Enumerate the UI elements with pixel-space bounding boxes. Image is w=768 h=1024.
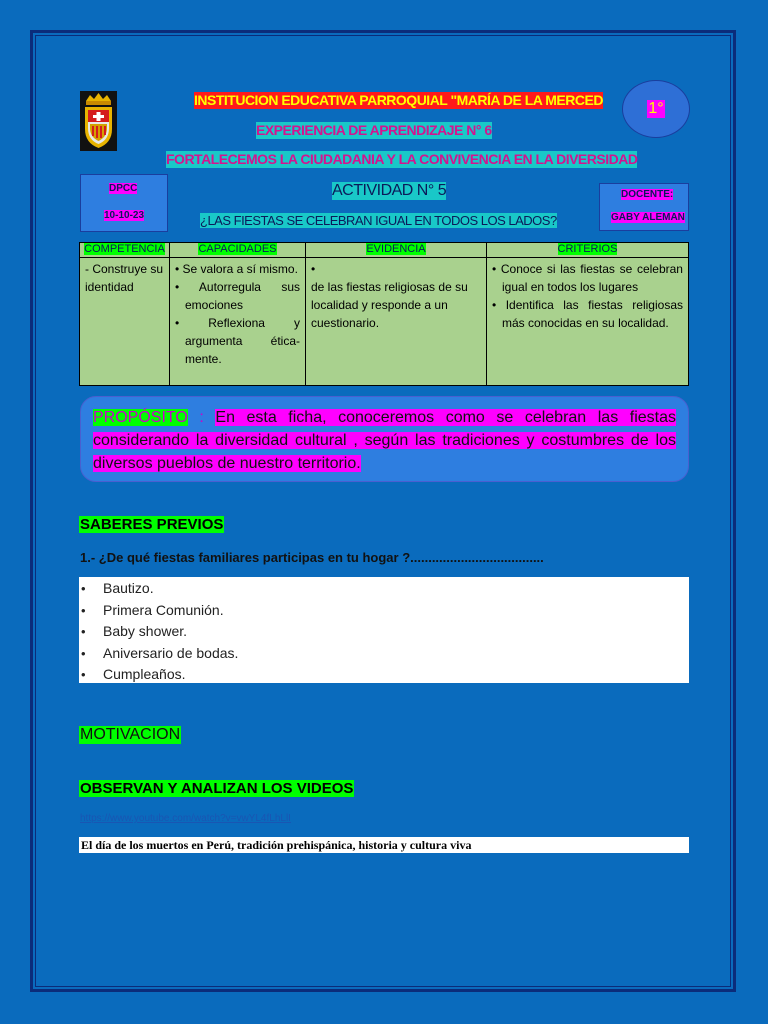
grade-badge bbox=[622, 80, 690, 138]
experience-title: EXPERIENCIA DE APRENDIZAJE N° 6 bbox=[256, 122, 492, 138]
list-item: • Aniversario de bodas. bbox=[103, 643, 689, 665]
activity-question: ¿LAS FIESTAS SE CELEBRAN IGUAL EN TODOS LOS LADOS? bbox=[200, 213, 557, 228]
teacher-box bbox=[599, 183, 689, 231]
school-name: INSTITUCION EDUCATIVA PARROQUIAL "MARÍA DE LA MERCED bbox=[194, 92, 603, 108]
list-item: • Baby shower. bbox=[103, 621, 689, 643]
criterio-item: • Conoce si las fiestas se celebran igual en todos los lugares bbox=[492, 262, 683, 294]
capacidad-item: • Reflexiona y argumenta ética-mente. bbox=[175, 316, 300, 366]
teacher-name: GABY ALEMAN bbox=[611, 212, 685, 223]
capacidad-item: • Se valora a sí mismo. bbox=[175, 262, 298, 276]
capacidad-item: • Autorregula sus emociones bbox=[175, 280, 301, 312]
videos-heading: OBSERVAN Y ANALIZAN LOS VIDEOS bbox=[80, 780, 354, 797]
header-capacidades: CAPACIDADES bbox=[170, 243, 306, 258]
cell-evidencia bbox=[306, 258, 487, 386]
motivacion-heading: MOTIVACION bbox=[80, 726, 181, 743]
saberes-question: 1.- ¿De qué fiestas familiares participas en tu hogar ?..................................... bbox=[80, 550, 544, 565]
video-link[interactable]: https://www.youtube.com/watch?v=vwYL4fLhLlI bbox=[80, 813, 291, 824]
criterio-item: • Identifica las fiestas religiosas más conocidas en su localidad. bbox=[492, 298, 683, 330]
evidencia-bullet: • bbox=[311, 262, 316, 276]
list-item: • Cumpleaños. bbox=[103, 664, 689, 686]
area-label: DPCC bbox=[109, 183, 138, 194]
purpose-separator: : bbox=[187, 409, 216, 426]
purpose-label: PROPÓSITO bbox=[93, 409, 188, 426]
header-competencia: COMPETENCIA bbox=[80, 243, 170, 258]
cell-competencia: - Construye su identidad bbox=[80, 258, 170, 386]
list-item: • Primera Comunión. bbox=[103, 600, 689, 622]
header-criterios: CRITERIOS bbox=[487, 243, 689, 258]
video-title: El día de los muertos en Perú, tradición prehispánica, historia y cultura viva bbox=[79, 837, 689, 853]
purpose-box bbox=[80, 396, 689, 482]
learning-table bbox=[79, 242, 689, 386]
crest-logo-icon bbox=[80, 91, 117, 151]
list-item: • Bautizo. bbox=[103, 578, 689, 600]
area-date-box bbox=[80, 174, 168, 232]
activity-title: ACTIVIDAD N° 5 bbox=[332, 182, 447, 199]
experience-theme: FORTALECEMOS LA CIUDADANIA Y LA CONVIVENCIA EN LA DIVERSIDAD bbox=[166, 151, 638, 167]
teacher-label: DOCENTE: bbox=[621, 189, 674, 200]
saberes-heading: SABERES PREVIOS bbox=[80, 516, 224, 533]
family-fiestas-list bbox=[79, 577, 689, 683]
cell-criterios bbox=[487, 258, 689, 386]
cell-capacidades bbox=[170, 258, 306, 386]
date-label: 10-10-23 bbox=[104, 210, 145, 221]
grade-label: 1° bbox=[648, 100, 664, 117]
evidencia-text: de las fiestas religiosas de su localidad y responde a un cuestionario. bbox=[311, 280, 468, 330]
header-evidencia: EVIDENCIA bbox=[306, 243, 487, 258]
purpose-text: En esta ficha, conoceremos como se celebran las fiestas considerando la diversidad cultural , según las tradiciones y costumbres de los diversos pueblos de nuestro territorio. bbox=[93, 409, 676, 472]
